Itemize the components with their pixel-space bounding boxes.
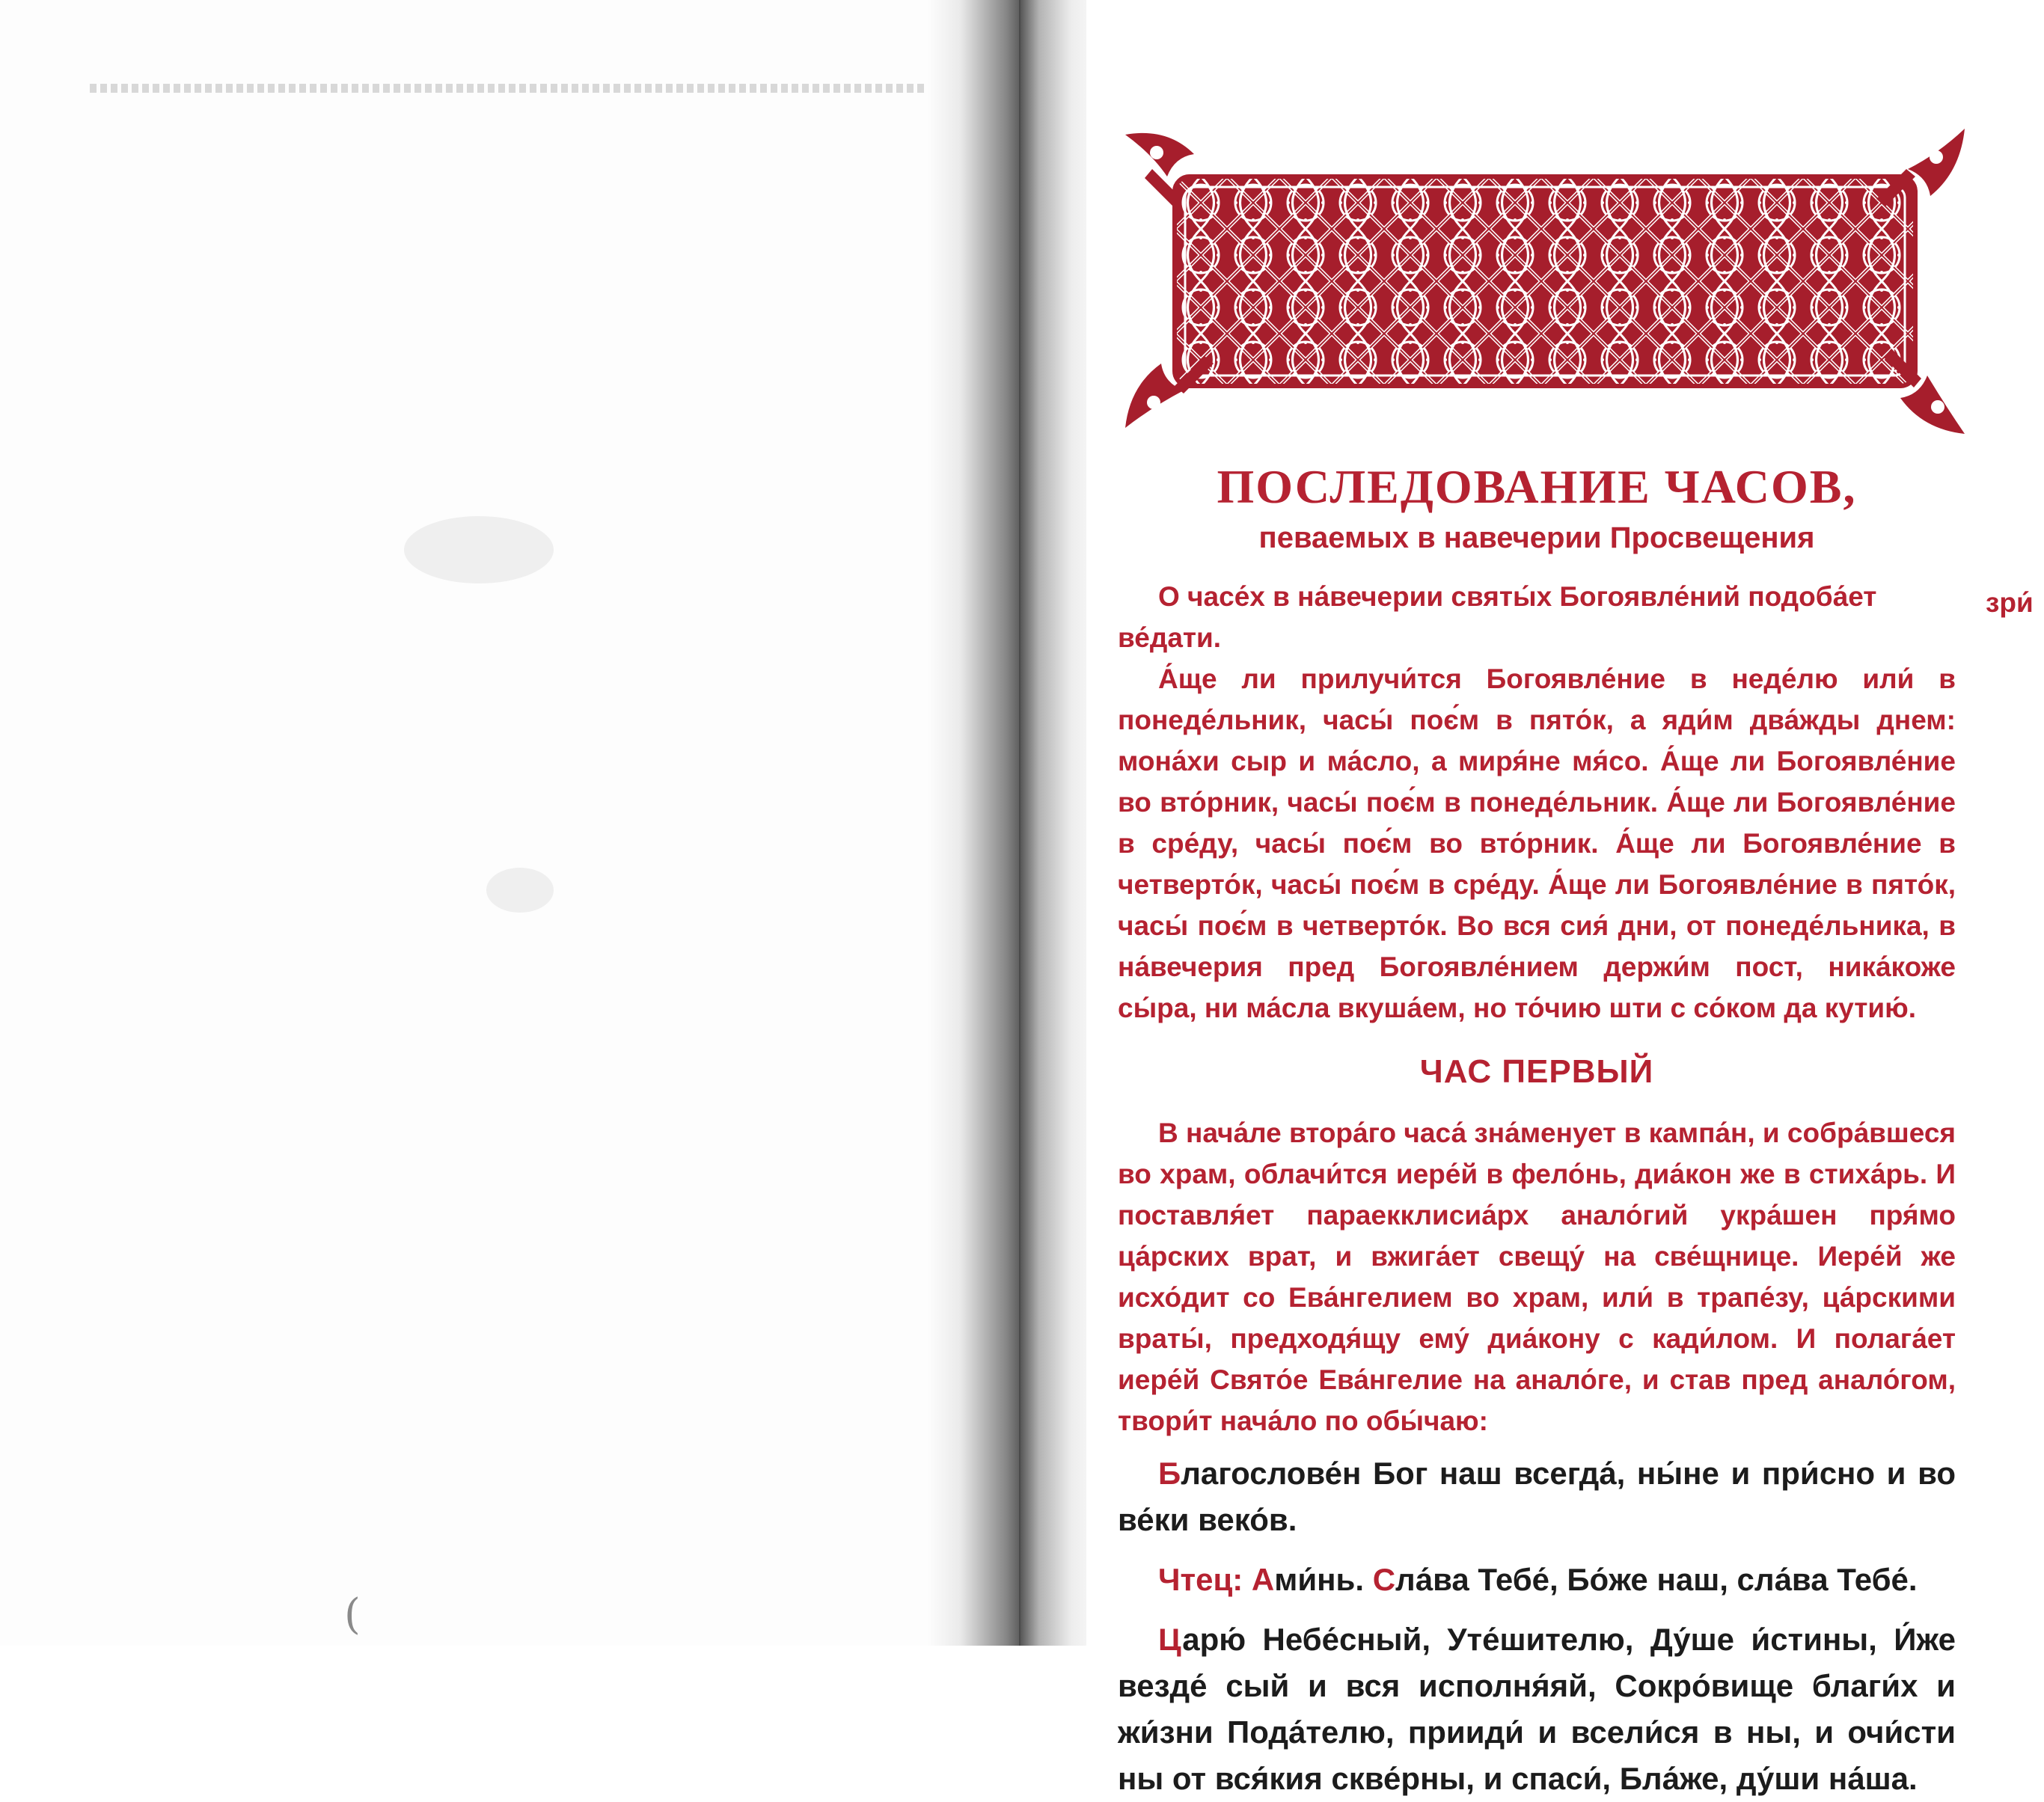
ornament-corner-top-right [1876, 129, 1965, 206]
bleed-through-header [90, 84, 928, 93]
ornament-corner-bottom-left [1125, 356, 1214, 428]
blessing-text: лагослове́н Бог наш всегда́, ны́не и при́сно и во ве́ки веко́в. [1118, 1456, 1956, 1537]
ornament-corner-bottom-right [1884, 349, 1965, 434]
heavenly-king-text: арю́ Небе́сный, Уте́шителю, Ду́ше и́стины, И́же везде́ сый и вся исполня́яй, Сокро́вище благи́х и жи́зни Пода́телю, прииди́ и всели́ся в ны, и очи́сти ны от вся́кия скве́рны, и спаси́, Бла́же, ду́ши на́ша. [1118, 1622, 1956, 1796]
intro-rubric: О часе́х в на́вечерии святы́х Богоявле́ний подоба́ет ве́дати. [1118, 581, 1877, 653]
drop-initial: Б [1158, 1456, 1181, 1491]
text-column [1118, 458, 1956, 1802]
glory-text: ла́ва Тебе́, Бо́же наш, сла́ва Тебе́. [1395, 1562, 1918, 1597]
book-gutter-shadow [928, 0, 1107, 1646]
reader-paragraph [1118, 1557, 1956, 1603]
intro-paragraph: А́ще ли прилучи́тся Богоявле́ние в неде́лю или́ в понеде́льник, часы́ поє́м в пято́к, а яди́м два́жды днем: мона́хи сыр и ма́сло, а миря́не мя́со. А́ще ли Богоявле́ние во вто́рник, часы́ поє́м в понеде́льник. А́ще ли Богоявле́ние в сре́ду, часы́ поє́м во вто́рник. А́ще ли Богоявле́ние в четверто́к, часы́ поє́м в сре́ду. А́ще ли Богоявле́ние в пято́к, часы́ поє́м в четверто́к. Во вся сия́ дни, от понеде́льника, в на́вечерия пред Богоявле́нием держи́м пост, ника́коже сы́ра, ни ма́сла вкуша́ем, но то́чию шти с со́ком да кутию́. [1118, 664, 1956, 1023]
paper-smudge [404, 516, 554, 583]
drop-initial: А [1251, 1562, 1275, 1597]
drop-initial: Ц [1158, 1622, 1183, 1657]
speaker-label: Чтец: [1158, 1562, 1243, 1597]
section-rubric: В нача́ле втора́го часа́ зна́менует в кампа́н, и собра́вшеся во храм, облачи́тся иере́й в фело́нь, диа́кон же в стиха́рь. И поставля́ет параекклисиа́рх анало́гий укра́шен пря́мо ца́рских врат, и вжига́ет свещу́ на све́щнице. Иере́й же исхо́дит со Ева́нгелием во храм, или́ в трапе́зу, ца́рскими враты́, предходя́щу ему́ диа́кону с кади́лом. И полага́ет иере́й Свято́е Ева́нгелие на анало́ге, и став пред анало́гом, твори́т нача́ло по обы́чаю: [1118, 1118, 1956, 1436]
book-gutter-line [1019, 0, 1021, 1646]
paper-smudge [486, 868, 554, 913]
ornament-band [1175, 177, 1915, 386]
left-page [0, 0, 1003, 1646]
ornamental-headpiece [1122, 124, 1968, 438]
heavenly-king-paragraph [1118, 1616, 1956, 1802]
margin-fragment: зри́ [1986, 587, 2034, 618]
stray-mark: ( [344, 1590, 361, 1639]
page-subtitle: певаемых в навечерии Просвещения [1258, 521, 1815, 554]
section-heading: ЧАС ПЕРВЫЙ [1419, 1053, 1654, 1090]
blessing-paragraph [1118, 1450, 1956, 1543]
amen-text: ми́нь. [1274, 1562, 1365, 1597]
drop-initial: С [1372, 1562, 1396, 1597]
page-title: ПОСЛЕДОВАНИЕ ЧАСОВ, [1217, 460, 1857, 513]
